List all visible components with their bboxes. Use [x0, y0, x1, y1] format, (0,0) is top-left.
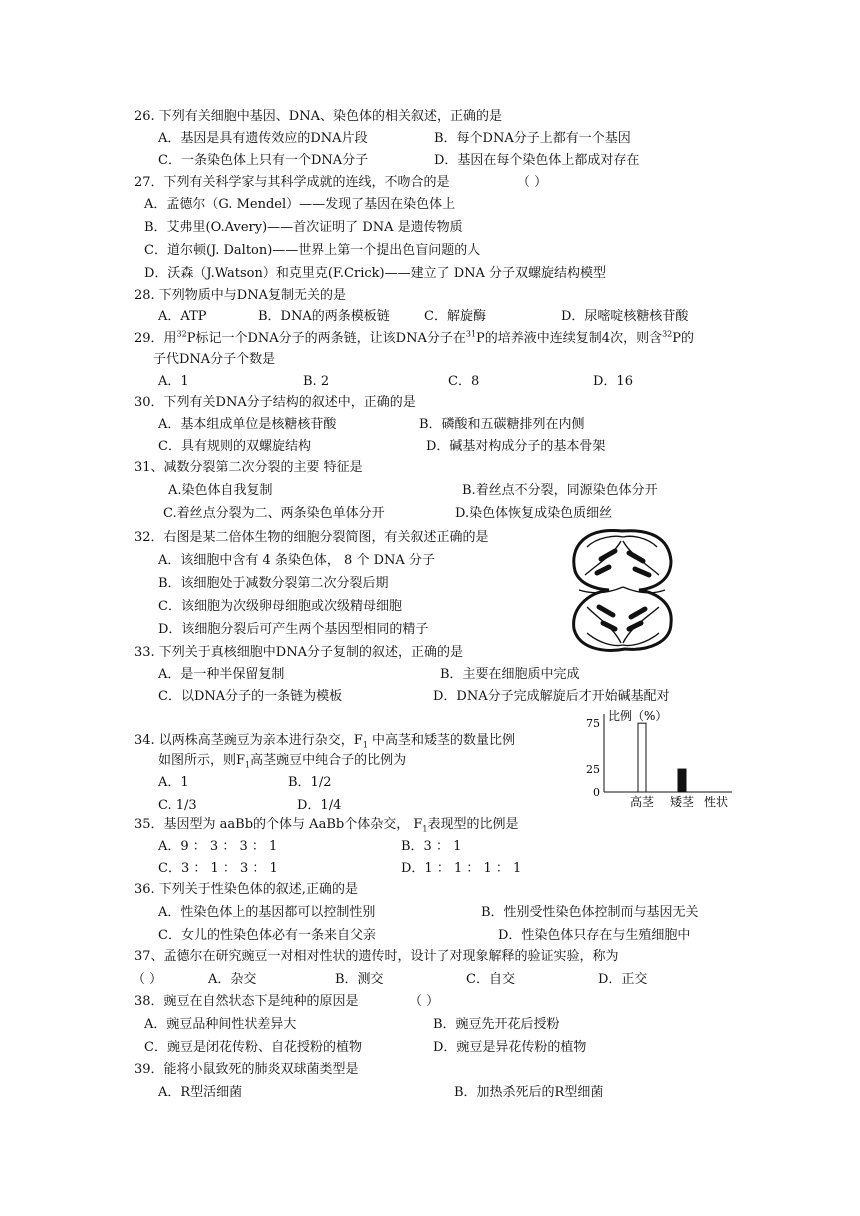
bar-tall — [638, 723, 646, 792]
q32-stem: 32．右图是某二倍体生物的细胞分裂简图，有关叙述正确的是 — [134, 530, 489, 545]
q37-stem: 37、孟德尔在研究豌豆一对相对性状的遗传时，设计了对现象解释的验证实验，称为 — [134, 949, 619, 964]
q33-stem: 33. 下列关于真核细胞中DNA分子复制的叙述，正确的是 — [134, 645, 463, 660]
q38-option-c: C．豌豆是闭花传粉、自花授粉的植物 — [144, 1040, 362, 1055]
q37-option-b: B．测交 — [335, 972, 384, 987]
q30-option-a: A．基本组成单位是核糖核苷酸 — [158, 417, 337, 432]
q38-stem: 38．豌豆在自然状态下是纯种的原因是 — [134, 994, 359, 1009]
q34-option-c: C. 1/3 — [158, 798, 197, 813]
q36-option-a: A．性染色体上的基因都可以控制性别 — [158, 905, 376, 920]
q30-option-b: B．磷酸和五碳糖排列在内侧 — [419, 417, 585, 432]
q28-option-b: B．DNA的两条模板链 — [258, 309, 390, 324]
y-tick-label: 25 — [586, 763, 600, 777]
q38-option-b: B．豌豆先开花后授粉 — [433, 1017, 560, 1032]
category-label: 高茎 — [629, 795, 655, 809]
q31-option-d: D.染色体恢复成染色质细丝 — [455, 506, 613, 521]
q34-option-b: B．1/2 — [288, 775, 332, 790]
q29-option-c: C．8 — [448, 374, 480, 389]
q26-option-a: A．基因是具有遗传效应的DNA片段 — [158, 131, 368, 146]
q26-option-d: D．基因在每个染色体上都成对存在 — [434, 153, 640, 168]
q35-option-a: A．9 ： 3 ： 3 ： 1 — [158, 839, 278, 854]
q38-answer-blank: （ ） — [409, 994, 440, 1009]
q27-answer-blank: （ ） — [517, 175, 548, 190]
q34-option-a: A．1 — [158, 775, 189, 790]
q37-option-a: A．杂交 — [208, 972, 257, 987]
q34-stem-line2: 如图所示，则$F_1$高茎豌豆中纯合子的比例为 — [158, 753, 407, 770]
q39-option-b: B．加热杀死后的R型细菌 — [454, 1085, 604, 1100]
ratio-bar-chart — [578, 706, 738, 810]
q29-stem-line2: 子代DNA分子个数是 — [153, 352, 276, 367]
q27-option-c: C．道尔顿(J. Dalton)——世界上第一个提出色盲问题的人 — [144, 243, 481, 258]
q31-option-c: C.着丝点分裂为二、两条染色单体分开 — [163, 506, 385, 521]
q29-stem: 29．用$^{32}$P标记一个DNA分子的两条链，让该DNA分子在$^{31}$P的培养液中连续复制4次，则含$^{32}$P的 — [134, 329, 695, 346]
q28-option-d: D．尿嘧啶核糖核苷酸 — [561, 309, 689, 324]
q26-stem: 26. 下列有关细胞中基因、DNA、染色体的相关叙述，正确的是 — [134, 109, 502, 124]
q37-option-d: D．正交 — [598, 972, 648, 987]
q32-option-d: D．该细胞分裂后可产生两个基因型相同的精子 — [158, 622, 429, 637]
q30-stem: 30．下列有关DNA分子结构的叙述中，正确的是 — [134, 395, 416, 410]
y-axis-label: 比例（%） — [608, 709, 668, 723]
x-axis-label: 性状 — [704, 795, 729, 809]
q27-option-b: B．艾弗里(O.Avery)——首次证明了 DNA 是遗传物质 — [144, 220, 463, 235]
cell-division-diagram — [565, 525, 680, 655]
q31-stem: 31、减数分裂第二次分裂的主要 特征是 — [134, 460, 363, 475]
q38-option-a: A．豌豆品种间性状差异大 — [144, 1017, 297, 1032]
q38-option-d: D．豌豆是异花传粉的植物 — [433, 1040, 587, 1055]
q28-option-c: C．解旋酶 — [424, 309, 486, 324]
q36-stem: 36. 下列关于性染色体的叙述,正确的是 — [134, 882, 358, 897]
q32-option-a: A．该细胞中含有 4 条染色体， 8 个 DNA 分子 — [158, 553, 435, 568]
y-tick-label: 75 — [586, 717, 600, 731]
q30-option-c: C．具有规则的双螺旋结构 — [158, 439, 311, 454]
category-label: 矮茎 — [669, 795, 695, 809]
q35-option-c: C．3 ： 1 ： 3 ： 1 — [158, 861, 278, 876]
q32-option-c: C．该细胞为次级卵母细胞或次级精母细胞 — [158, 599, 402, 614]
q31-option-a: A.染色体自我复制 — [168, 483, 273, 498]
q33-option-d: D．DNA分子完成解旋后才开始碱基配对 — [433, 689, 670, 704]
q29-option-d: D．16 — [593, 374, 633, 389]
y-tick-label: 0 — [593, 786, 600, 799]
q36-option-d: D．性染色体只存在与生殖细胞中 — [498, 928, 691, 943]
q37-option-c: C．自交 — [466, 972, 515, 987]
q32-option-b: B．该细胞处于减数分裂第二次分裂后期 — [158, 576, 389, 591]
q29-option-a: A．1 — [158, 374, 189, 389]
q39-stem: 39．能将小鼠致死的肺炎双球菌类型是 — [134, 1062, 359, 1077]
bar-short — [678, 769, 686, 792]
q26-option-c: C．一条染色体上只有一个DNA分子 — [158, 153, 369, 168]
q34-stem: 34. 以两株高茎豌豆为亲本进行杂交，$F_1$ 中高茎和矮茎的数量比例 — [134, 733, 516, 750]
q33-option-c: C．以DNA分子的一条链为模板 — [158, 689, 343, 704]
q37-answer-blank: （ ） — [132, 972, 163, 987]
q26-option-b: B．每个DNA分子上都有一个基因 — [434, 131, 631, 146]
q35-option-b: B．3 ： 1 — [401, 839, 462, 854]
q27-stem: 27．下列有关科学家与其科学成就的连线，不吻合的是 — [134, 175, 450, 190]
q35-option-d: D．1 ： 1 ： 1 ： 1 — [401, 861, 522, 876]
q27-option-d: D．沃森（J.Watson）和克里克(F.Crick)——建立了 DNA 分子双螺旋结构模型 — [144, 266, 607, 281]
q28-stem: 28. 下列物质中与DNA复制无关的是 — [134, 288, 346, 303]
q31-option-b: B.着丝点不分裂，同源染色体分开 — [462, 483, 658, 498]
q33-option-b: B．主要在细胞质中完成 — [440, 667, 580, 682]
q39-option-a: A．R型活细菌 — [158, 1085, 243, 1100]
q36-option-c: C．女儿的性染色体必有一条来自父亲 — [158, 928, 376, 943]
q28-option-a: A．ATP — [158, 309, 207, 324]
q29-option-b: B. 2 — [303, 374, 330, 389]
q35-stem: 35．基因型为 aaBb的个体与 AaBb个体杂交， $F_1$表现型的比例是 — [134, 817, 519, 834]
q33-option-a: A．是一种半保留复制 — [158, 667, 285, 682]
q34-option-d: D．1/4 — [297, 798, 342, 813]
q27-option-a: A．孟德尔（G. Mendel）——发现了基因在染色体上 — [144, 197, 456, 212]
q36-option-b: B．性别受性染色体控制而与基因无关 — [481, 905, 699, 920]
q30-option-d: D．碱基对构成分子的基本骨架 — [426, 439, 606, 454]
